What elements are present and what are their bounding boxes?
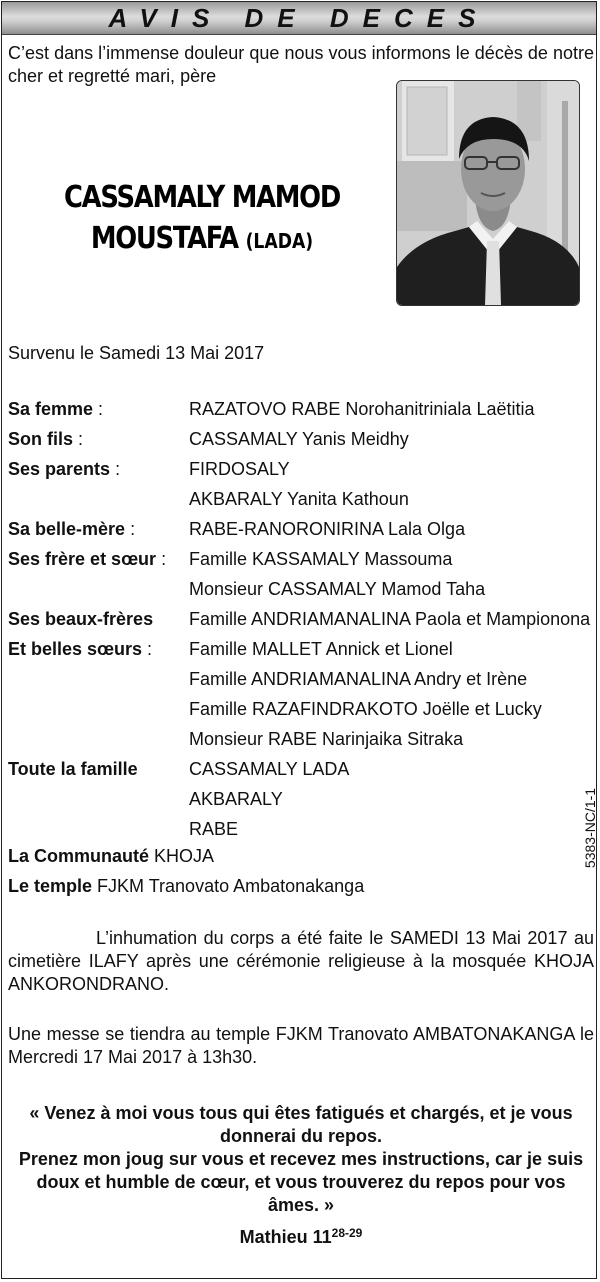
relation-separator: : [110,459,121,479]
scripture-quote [12,1102,590,1217]
quote-line2: Prenez mon joug sur vous et recevez mes instructions, car je suis doux et humble de cœur, et vous trouverez du repos pour vos âmes. » [18,1149,584,1215]
family-row [8,754,600,784]
community-label: La Communauté [8,846,150,866]
family-relation-label [8,514,135,544]
family-member-name: Monsieur RABE Narinjaika Sitraka [189,729,464,749]
deceased-name-line1: CASSAMALY MAMOD [64,180,340,215]
deceased-name [39,177,366,262]
family-relation-label [8,604,153,634]
temple-line [8,871,364,901]
relation-separator: : [73,429,84,449]
family-row [8,394,600,424]
family-row [8,724,600,754]
family-relation-label [8,454,120,484]
family-member-name: Famille KASSAMALY Massouma [189,549,453,569]
family-member-name: RABE-RANORONIRINA Lala Olga [189,519,466,539]
family-row [8,694,600,724]
community-line [8,841,214,871]
family-member-name: Famille MALLET Annick et Lionel [189,639,453,659]
family-member-name: FIRDOSALY [189,459,290,479]
family-relation-label [8,544,166,574]
relation-separator: : [125,519,136,539]
relation-separator: : [156,549,167,569]
relation-separator: : [93,399,104,419]
community-value: KHOJA [154,846,215,866]
mass-paragraph: Une messe se tiendra au temple FJKM Tranovato AMBATONAKANGA le Mercredi 17 Mai 2017 à 13h30. [8,1024,594,1067]
family-member-name: AKBARALY Yanita Kathoun [189,489,409,509]
intro-text: C’est dans l’immense douleur que nous vous informons le décès de notre cher et regretté mari, père [8,43,594,86]
temple-value: FJKM Tranovato Ambatonakanga [97,876,365,896]
quote-line1: « Venez à moi vous tous qui êtes fatigués et chargés, et je vous donnerai du repos. [29,1103,573,1146]
family-row [8,544,600,574]
family-member-name: RAZATOVO RABE Norohanitriniala Laëtitia [189,399,535,419]
family-row [8,574,600,604]
relation-text: Ses frère et sœur [8,549,157,569]
family-relation-label [8,394,103,424]
relation-text: Sa belle-mère [8,519,126,539]
family-member-name: Monsieur CASSAMALY Mamod Taha [189,579,486,599]
family-row [8,514,600,544]
scripture-verses: 28-29 [331,1226,363,1240]
family-row [8,814,600,844]
relation-text: Et belles sœurs [8,639,143,659]
relation-text: Ses beaux-frères [8,609,154,629]
deceased-name-line2 [39,218,366,262]
relation-text: Ses parents [8,459,111,479]
family-relation-label [8,754,138,784]
deceased-alias: (LADA) [245,229,314,253]
family-member-name: Famille RAZAFINDRAKOTO Joëlle et Lucky [189,699,542,719]
death-date: Survenu le Samedi 13 Mai 2017 [8,343,265,363]
relation-separator: : [142,639,153,659]
family-row [8,454,600,484]
reference-code [580,787,600,869]
notice-header: AVIS DE DECES [2,2,596,35]
family-member-name: CASSAMALY LADA [189,759,350,779]
family-member-name: Famille ANDRIAMANALINA Andry et Irène [189,669,528,689]
family-relation-label [8,424,83,454]
family-relation-label [8,634,152,664]
family-row [8,424,600,454]
relation-text: Son fils [8,429,74,449]
scripture-reference [2,1226,600,1249]
family-row [8,634,600,664]
scripture-book: Mathieu 11 [239,1227,332,1247]
notice-frame [1,1,597,1279]
burial-paragraph: L’inhumation du corps a été faite le SAMEDI 13 Mai 2017 au cimetière ILAFY après une cérémonie religieuse à la mosquée KHOJA ANKORONDRANO. [8,928,594,994]
family-row [8,784,600,814]
deceased-name-part: MOUSTAFA [90,221,238,256]
portrait-photo [396,80,580,306]
reference-text: 5383-NC/1-1 [582,787,598,869]
temple-label: Le temple [8,876,93,896]
family-row [8,484,600,514]
family-row [8,664,600,694]
family-row [8,604,600,634]
relation-text: Toute la famille [8,759,138,779]
relation-text: Sa femme [8,399,94,419]
family-member-name: AKBARALY [189,789,283,809]
family-member-name: Famille ANDRIAMANALINA Paola et Mampionona [189,609,591,629]
portrait-image [397,81,579,305]
family-member-name: RABE [189,819,239,839]
family-member-name: CASSAMALY Yanis Meidhy [189,429,409,449]
family-list [8,394,600,844]
